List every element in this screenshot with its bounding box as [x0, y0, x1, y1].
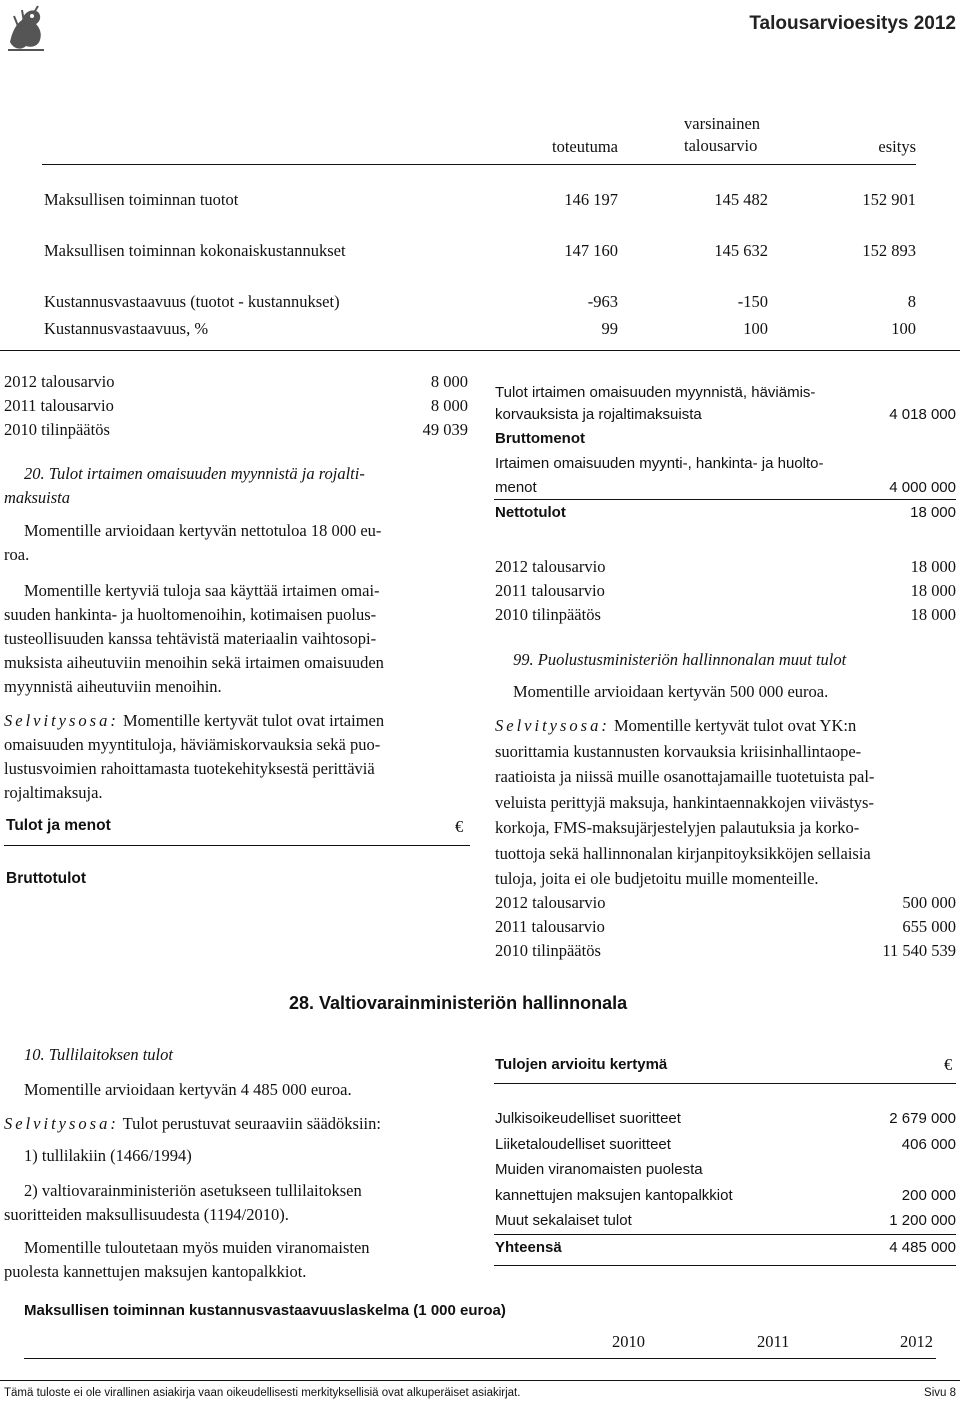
- section-20-title-line1: 20. Tulot irtaimen omaisuuden myynnistä ja rojalti-: [24, 464, 365, 483]
- table-row: [495, 1208, 956, 1234]
- right-irtaimen-tulot: [495, 382, 956, 426]
- budget-label: 2012 talousarvio: [4, 372, 115, 391]
- budget-label: 2011 talousarvio: [495, 581, 605, 600]
- section-10-list-item-2: [4, 1179, 470, 1227]
- year-header: 2011: [757, 1332, 790, 1351]
- row-label: Kustannusvastaavuus (tuotot - kustannukset): [44, 292, 340, 311]
- top-table-rule: [42, 164, 916, 165]
- budget-value: 500 000: [902, 893, 956, 912]
- budget-row: [4, 370, 468, 394]
- top-table-row: [44, 239, 918, 263]
- total-label: Yhteensä: [495, 1239, 562, 1256]
- paragraph-line: veluista perittyjä maksuja, hankintaennakkojen viivästys-: [495, 792, 874, 812]
- table-label-line: Muiden viranomaisten puolesta: [495, 1161, 703, 1178]
- value-toteutuma: 99: [601, 319, 618, 338]
- selvitysosa-text: Momentille kertyvät tulot ovat irtaimen: [118, 711, 385, 730]
- table-row: [495, 404, 956, 426]
- paragraph-line: muksista aiheutuviin menoihin sekä irtaimen omaisuuden: [4, 653, 384, 672]
- budget-row: [495, 579, 956, 603]
- section-10-selvitysosa: [4, 1112, 474, 1136]
- right-budget-list-2: [495, 891, 956, 963]
- paragraph-line: tuottoja sekä hallinnonalan kirjanpitoyksikköjen sellaisia: [495, 843, 871, 863]
- value-esitys: 100: [891, 319, 916, 338]
- row-label: Maksullisen toiminnan kokonaiskustannukset: [44, 241, 346, 260]
- paragraph-line: tuloja, joita ei ole budjetoitu muille momenteille.: [495, 869, 819, 888]
- row-label: Kustannusvastaavuus, %: [44, 319, 209, 338]
- header-logo: [4, 2, 48, 54]
- selvitysosa-text: Tulot perustuvat seuraaviin säädöksiin:: [118, 1114, 381, 1133]
- value-talousarvio: 145 482: [714, 190, 768, 209]
- tulojen-kertyma-rule: [494, 1083, 956, 1084]
- selvitysosa-label: Selvitysosa:: [4, 1114, 119, 1133]
- value-talousarvio: 145 632: [714, 241, 768, 260]
- right-budget-list: [495, 555, 956, 627]
- col-header-varsinainen-line2: talousarvio: [684, 136, 758, 155]
- top-table-row: [44, 317, 918, 341]
- row-label: Maksullisen toiminnan tuotot: [44, 190, 239, 209]
- nettotulot-rule: [494, 499, 956, 500]
- section-99-heading: 99. Puolustusministeriön hallinnonalan muut tulot: [513, 650, 847, 669]
- budget-label: 2011 talousarvio: [4, 396, 114, 415]
- left-budget-list: [4, 370, 468, 442]
- yhteensa-row: [495, 1237, 956, 1259]
- top-table-row: [44, 290, 918, 314]
- paragraph-line: suorittamia kustannusten korvauksia kriisinhallintaope-: [495, 741, 862, 761]
- value-toteutuma: 146 197: [564, 190, 618, 209]
- table-row: [495, 1106, 956, 1132]
- section-10-heading: 10. Tullilaitoksen tulot: [24, 1045, 173, 1064]
- footer-page-number: Sivu 8: [924, 1387, 956, 1399]
- table-row: [495, 1183, 956, 1209]
- tulojen-kertyma-heading: Tulojen arvioitu kertymä: [495, 1056, 668, 1073]
- footer-rule: [0, 1380, 960, 1381]
- selvitysosa-text: Momentille kertyvät tulot ovat YK:n: [609, 716, 857, 735]
- budget-value: 8 000: [430, 396, 468, 415]
- kustannusvastaavuus-title: Maksullisen toiminnan kustannusvastaavuuslaskelma (1 000 euroa): [24, 1302, 506, 1319]
- paragraph-line: roa.: [4, 545, 30, 564]
- selvitysosa-label: Selvitysosa:: [495, 716, 610, 735]
- top-table-bottom-rule: [0, 350, 960, 351]
- budget-value: 49 039: [422, 420, 468, 439]
- table-label: Liiketaloudelliset suoritteet: [495, 1135, 671, 1153]
- table-label: Julkisoikeudelliset suoritteet: [495, 1110, 681, 1127]
- budget-label: 2012 talousarvio: [495, 893, 606, 912]
- paragraph-line: Momentille arvioidaan kertyvän nettotuloa 18 000 eu-: [24, 521, 382, 540]
- tulot-ja-menot-heading: Tulot ja menot: [6, 817, 111, 834]
- paragraph-line: 2) valtiovarainministeriön asetukseen tullilaitoksen: [24, 1181, 362, 1200]
- bruttomenot-heading: Bruttomenot: [495, 430, 585, 447]
- paragraph-line: lustusvoimien rahoittamasta tuotekehityksestä perittäviä: [4, 759, 375, 778]
- table-row: [495, 476, 956, 500]
- bruttotulot-heading: Bruttotulot: [6, 870, 87, 887]
- right-irtaimen-menot: [495, 452, 956, 500]
- paragraph-line: raatioista ja niissä muille osanottajamaille tuotetuista pal-: [495, 767, 875, 786]
- total-value: 4 485 000: [889, 1239, 956, 1256]
- section-99-paragraph: Momentille arvioidaan kertyvän 500 000 euroa.: [513, 682, 829, 701]
- budget-value: 18 000: [910, 605, 956, 624]
- yhteensa-bottom-rule: [494, 1265, 956, 1266]
- budget-label: 2010 tilinpäätös: [4, 420, 110, 439]
- paragraph-line: rojaltimaksuja.: [4, 783, 103, 802]
- value-toteutuma: -963: [587, 292, 618, 311]
- paragraph-line: suoritteiden maksullisuudesta (1194/2010).: [4, 1205, 289, 1224]
- value-talousarvio: -150: [737, 292, 768, 311]
- footer-disclaimer: Tämä tuloste ei ole virallinen asiakirja vaan oikeudellisesti merkityksellisiä ovat alkuperäiset asiakirjat.: [4, 1387, 521, 1399]
- selvitysosa-line: [4, 709, 476, 733]
- euro-symbol: €: [944, 1055, 953, 1074]
- budget-value: 18 000: [910, 581, 956, 600]
- paragraph-line: tusteollisuuden kanssa tehtävistä materiaalin vaihtosopi-: [4, 629, 377, 648]
- paragraph-line: myynnistä aiheutuviin menoihin.: [4, 677, 222, 696]
- section-10-paragraph-3: [4, 1236, 470, 1284]
- top-table-row: [44, 188, 918, 212]
- table-label-line: kannettujen maksujen kantopalkkiot: [495, 1186, 733, 1204]
- table-label-line: Irtaimen omaisuuden myynti-, hankinta- ja huolto-: [495, 455, 824, 472]
- col-header-toteutuma: toteutuma: [552, 137, 618, 156]
- value-esitys: 152 893: [862, 241, 916, 260]
- budget-label: 2011 talousarvio: [495, 917, 605, 936]
- budget-value: 8 000: [430, 372, 468, 391]
- selvitysosa-label: Selvitysosa:: [4, 711, 119, 730]
- budget-value: 655 000: [902, 917, 956, 936]
- section-20-paragraph-1: [4, 519, 472, 567]
- col-header-varsinainen: [684, 113, 760, 157]
- value-talousarvio: 100: [743, 319, 768, 338]
- yhteensa-rule: [494, 1234, 956, 1235]
- table-row: [495, 1132, 956, 1158]
- table-label: Muut sekalaiset tulot: [495, 1212, 632, 1229]
- section-28-heading: 28. Valtiovarainministeriön hallinnonala: [289, 993, 628, 1013]
- table-value: 1 200 000: [889, 1212, 956, 1229]
- section-99-selvitysosa: [495, 713, 959, 892]
- col-header-varsinainen-line1: varsinainen: [684, 114, 761, 133]
- budget-label: 2010 tilinpäätös: [495, 605, 601, 624]
- nettotulot-row: [495, 502, 956, 524]
- table-label-line: Tulot irtaimen omaisuuden myynnistä, häviämis-: [495, 384, 816, 401]
- table-value: 200 000: [901, 1186, 956, 1204]
- budget-value: 11 540 539: [882, 941, 956, 960]
- paragraph-line: puolesta kannettujen maksujen kantopalkkiot.: [4, 1262, 307, 1281]
- selvitysosa-line: [495, 713, 959, 739]
- budget-row: [4, 394, 468, 418]
- budget-label: 2010 tilinpäätös: [495, 941, 601, 960]
- year-header: 2012: [900, 1332, 933, 1351]
- section-20-selvitysosa: [4, 709, 476, 805]
- section-10-list-item-1: 1) tullilakiin (1466/1994): [24, 1146, 192, 1165]
- nettotulot-label: Nettotulot: [495, 504, 566, 521]
- section-20-heading: [4, 462, 474, 510]
- section-20-paragraph-2: [4, 579, 474, 699]
- col-header-esitys: esitys: [878, 137, 916, 156]
- budget-row: [4, 418, 468, 442]
- tulot-ja-menot-rule: [4, 845, 470, 846]
- table-value: 2 679 000: [889, 1110, 956, 1127]
- paragraph-line: korkoja, FMS-maksujärjestelyjen palautuksia ja korko-: [495, 818, 860, 837]
- paragraph-line: Momentille kertyviä tuloja saa käyttää irtaimen omai-: [24, 581, 380, 600]
- value-esitys: 152 901: [862, 190, 916, 209]
- year-header: 2010: [612, 1332, 645, 1351]
- budget-row: [495, 891, 956, 915]
- document-title: Talousarvioesitys 2012: [749, 13, 956, 34]
- paragraph-line: Momentille tuloutetaan myös muiden viranomaisten: [24, 1238, 370, 1257]
- budget-row: [495, 603, 956, 627]
- table-label-line: korvauksista ja rojaltimaksuista: [495, 406, 702, 423]
- nettotulot-value: 18 000: [910, 504, 956, 521]
- paragraph-line: omaisuuden myyntituloja, häviämiskorvauksia sekä puo-: [4, 735, 381, 754]
- section-20-title-line2: maksuista: [4, 488, 70, 507]
- value-toteutuma: 147 160: [564, 241, 618, 260]
- paragraph-line: suuden hankinta- ja huoltomenoihin, kotimaisen puolus-: [4, 605, 377, 624]
- budget-row: [495, 939, 956, 963]
- lion-crest-icon: [4, 2, 48, 54]
- table-value: 4 000 000: [889, 479, 956, 496]
- tulojen-kertyma-rows: [495, 1106, 956, 1234]
- table-value: 4 018 000: [889, 406, 956, 423]
- budget-value: 18 000: [910, 557, 956, 576]
- section-10-paragraph-1: Momentille arvioidaan kertyvän 4 485 000 euroa.: [24, 1080, 352, 1099]
- budget-row: [495, 555, 956, 579]
- table-label-line: menot: [495, 479, 537, 496]
- table-value: 406 000: [901, 1135, 956, 1153]
- budget-row: [495, 915, 956, 939]
- bottom-table-rule: [24, 1358, 936, 1359]
- euro-symbol: €: [455, 817, 464, 836]
- value-esitys: 8: [907, 292, 916, 311]
- budget-label: 2012 talousarvio: [495, 557, 606, 576]
